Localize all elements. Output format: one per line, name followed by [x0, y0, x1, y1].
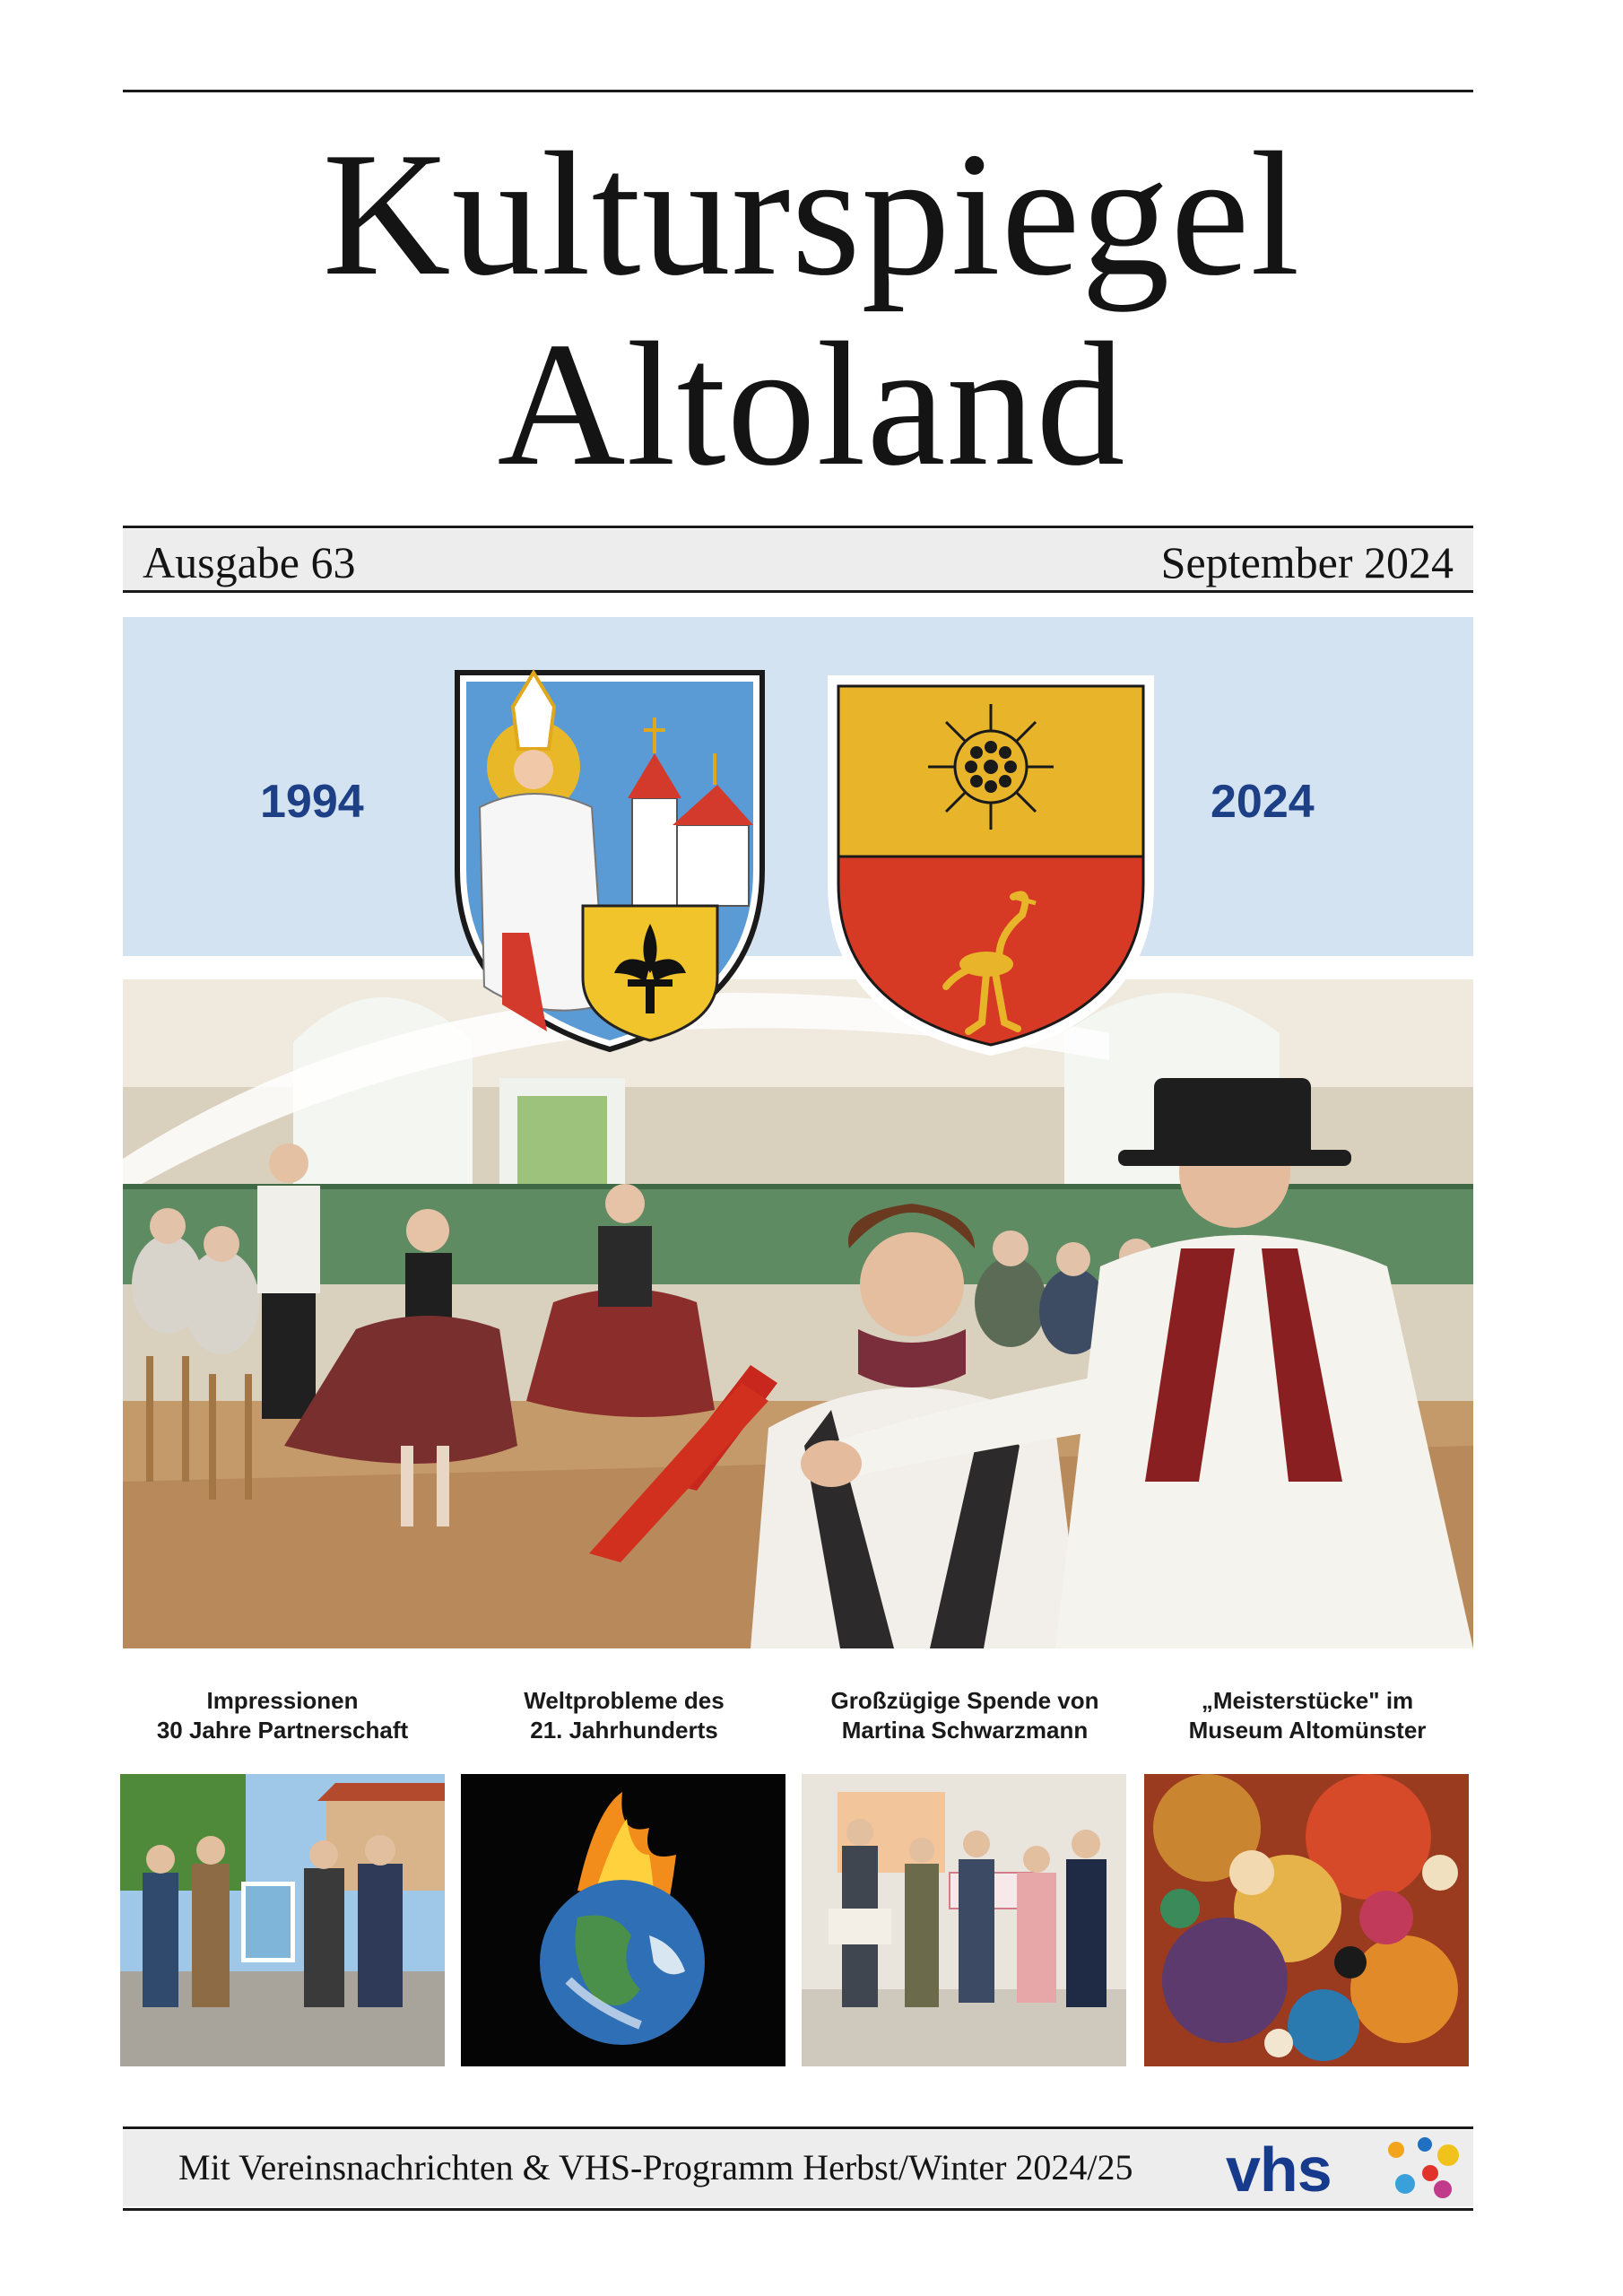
feature-caption-world-problems [460, 1686, 788, 1745]
feature-caption-partnership [118, 1686, 447, 1745]
feature-caption-museum [1143, 1686, 1471, 1745]
masthead-title-line1: Kulturspiegel [322, 116, 1301, 312]
footer-bottom-rule [123, 2208, 1473, 2211]
feature-caption-line2: 30 Jahre Partnerschaft [156, 1717, 409, 1744]
issue-date: September 2024 [1160, 537, 1454, 587]
issue-bar [123, 529, 1473, 592]
issue-top-rule [123, 526, 1473, 528]
burning-earth-illustration [461, 1774, 785, 2066]
footer-top-rule [123, 2126, 1473, 2129]
footer-bar [123, 2130, 1473, 2206]
masthead-title-line2: Altoland [497, 306, 1126, 502]
issue-bottom-rule [123, 590, 1473, 593]
year-right: 2024 [1211, 776, 1315, 828]
donation-photo-illustration [802, 1774, 1126, 2066]
feature-caption-line1: Impressionen [206, 1687, 359, 1714]
feature-caption-line1: „Meisterstücke" im [1201, 1687, 1414, 1714]
vhs-logo-text: vhs [1226, 2135, 1332, 2205]
coat-of-arms-left [448, 664, 771, 1058]
thumbnail-donation-photo [802, 1774, 1126, 2066]
year-left: 1994 [260, 776, 364, 828]
issue-number: Ausgabe 63 [143, 537, 356, 587]
folk-dance-illustration [123, 979, 1473, 1648]
feature-caption-line2: Museum Altomünster [1188, 1717, 1427, 1744]
group-photo-illustration [120, 1774, 445, 2066]
thumbnail-museum-artwork [1144, 1774, 1469, 2066]
feature-caption-donation [801, 1686, 1129, 1745]
feature-caption-line1: Weltprobleme des [524, 1687, 725, 1714]
coat-of-arms-right [820, 668, 1161, 1063]
feature-caption-line1: Großzügige Spende von [830, 1687, 1099, 1714]
feature-caption-line2: Martina Schwarzmann [841, 1717, 1089, 1744]
museum-artwork-illustration [1144, 1774, 1469, 2066]
feature-caption-line2: 21. Jahrhunderts [530, 1717, 718, 1744]
hero-photo-folk-dance [123, 979, 1473, 1648]
footer-text: Mit Vereinsnachrichten & VHS-Programm Herbst/Winter 2024/25 [178, 2147, 1133, 2187]
vhs-logo-dots-icon [1378, 2132, 1468, 2204]
top-rule [123, 90, 1473, 92]
thumbnail-burning-earth [461, 1774, 785, 2066]
thumbnail-partnership-group-photo [120, 1774, 445, 2066]
